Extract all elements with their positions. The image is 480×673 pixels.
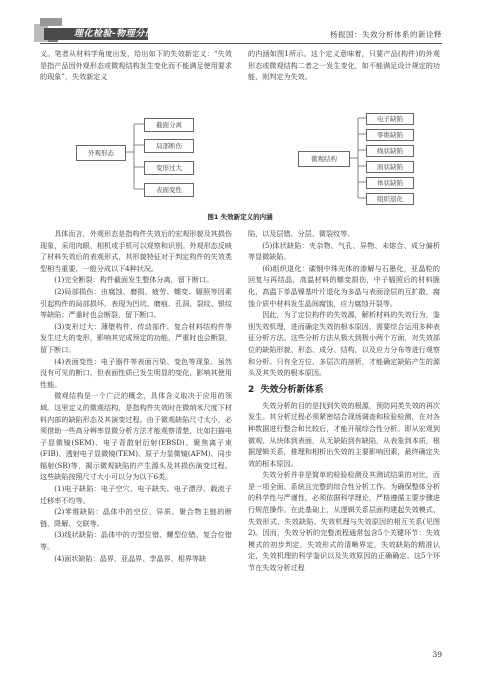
journal-title: 理化检验-物理分册 (74, 29, 155, 39)
paragraph: 的内涵如图1所示。这个定义意味着，只要产品(构件)的外观形态或微观结构二者之一发生变化，如不能满足设计规定的功能，则判定为失效。 (248, 49, 440, 82)
paragraph: (2)零维缺陷：晶体中的空位、异质、聚合物主链的断链、降解、交联等。 (40, 507, 232, 528)
right-item-box: 组织退化 (366, 193, 414, 205)
right-group-box: 微观结构 (298, 151, 350, 167)
paragraph: 义。笔者从材料学角度出发，给出如下的失效新定义：“失效是指产品因外观形态或微观结构发生变化而不能满足使用要求的现象”，失效新定义 (40, 49, 232, 82)
paragraph: (4)面状缺陷：晶界、亚晶界、孪晶界、相界等缺 (54, 553, 207, 563)
page-number: 39 (432, 650, 442, 659)
left-item-box: 变形过大 (144, 161, 194, 175)
paragraph: (5)体状缺陷：夹杂物、气孔、异物、未熔合、成分偏析等显微缺陷。 (248, 240, 440, 262)
right-column-body (248, 228, 440, 574)
paragraph: (1)电子缺陷：电子空穴、电子缺失、电子漂浮、载流子迁移率不均等。 (40, 484, 232, 505)
paragraph: (1)完全断裂：构件截面发生整体分离，留下断口。 (54, 275, 214, 285)
right-item-box: 电子缺陷 (366, 113, 414, 125)
left-column-body (40, 228, 232, 564)
paragraph: (3)变形过大：薄壁构件、传动部件、复合材料结构件等发生过大的变形，影响其完成预定的功能，严重时也会断裂，留下断口。 (40, 321, 232, 354)
paragraph: 微观结构是一个广泛的概念，具体含义取决于应用的领域。这里定义的微观结构，是指构件失效时在微纳米尺度下材料内部的缺陷形态及其演变过程。由于微观缺陷尺寸太小，必须借助一些高分辨率显微分析方法才能观察清楚，比如扫描电子显微镜(SEM)、电子背散射衍射(EBSD)、聚焦离子束(FIB)、透射电子显微镜(TEM)、原子力显微镜(AFM)、同步辐射(SR)等，揭示微观缺陷的产生源头及其损伤演变过程。这些缺陷按照尺寸大小可以分为以下6类。 (40, 391, 232, 482)
paragraph: 失效分析的目的是找到失效的根源，预防同类失效的再次发生。其分析过程必须紧密结合现场调查和检验检测，在对各种数据进行整合和比较后，才能开展综合性分析。即从宏观到微观、从块体到表面，从无缺陷到有缺陷，从表象到本质，根据逻辑关系，推理和相析出失效的主要影响因素，最终确定失效的根本原因。 (248, 400, 440, 468)
right-item-box: 线状缺陷 (366, 145, 414, 157)
paragraph: 具体而言，外观形态是指构件失效后的宏观形貌及其损伤现象，采用肉眼、相机或手机可以观察和识别。外观形态反映了材料失效后的表观形式，其形貌特征对于判定构件的失效类型相当重要，一般分成以下4种状况。 (40, 229, 232, 273)
right-item-box: 体状缺陷 (366, 177, 414, 189)
paragraph: (6)组织退化：碳钢中珠光体的渗解与石墨化，亚晶粒的回复与再结晶，高温材料的蠕变损伤，中子辐照后的材料脆化，高温下单晶镍基叶片退化为多晶与表面涂层的互扩散，腐蚀介质中材料发生晶间腐蚀，应力腐蚀开裂等。 (248, 263, 440, 308)
header-rule (40, 43, 442, 44)
left-item-box: 截面分离 (144, 118, 194, 132)
left-item-box: 表面变性 (144, 183, 194, 197)
section-heading (248, 383, 440, 397)
running-header (0, 0, 480, 46)
paragraph: 因此，为了定位构件的失效源，解析材料的失效行为，鉴别失效机理，进而确定失效的根本原因，需要综合运用多种表征分析方法。这些分析方法从极大到极小两个方面，对失效部位的缺陷形貌、形态、成分、结构，以及应力分布等进行观察和分析。只有全方位、多层次的剖析，才能确定缺陷产生的源头及其失效的根本原因。 (248, 310, 440, 378)
figure-caption: 图1 失效新定义的内涵 (207, 213, 273, 221)
running-title: 杨振国：失效分析体系的新诠释 (330, 30, 442, 39)
figure-1 (40, 110, 440, 222)
section-title: 失效分析新体系 (260, 384, 324, 395)
paragraph: 失效分析并非是简单的检验检测及其测试结果的对比，而是一项全面、系统且完整的综合性分析工作。为确保整体分析的科学性与严谨性，必须依据科学理论，严格遵循主要步骤进行规范操作。在此基础上，从逻辑关系层面构建起失效模式、失效形式、失效缺陷、失效机理与失效原因的相互关系(见图2)。因而，失效分析的完整流程通常包含5个关键环节：失效模式的初步判定，失效形式的清晰界定，失效缺陷的精准认定，失效机理的科学鉴识以及失效原因的正确确定。这5个环节在失效分析过程 (248, 470, 440, 573)
left-column-top (40, 48, 232, 83)
paragraph: (2)局部损伤：由腐蚀、磨损、疲劳、蠕变、辐照等因素引起构件的局部损坏，表现为凹坑、磨痕、孔洞、裂纹、银纹等缺陷；严重时也会断裂，留下断口。 (40, 286, 232, 320)
paragraph: 陷，以及层错、分层、微裂纹等。 (248, 229, 355, 238)
right-item-box: 面状缺陷 (366, 161, 414, 173)
left-item-box: 局部断伤 (144, 139, 194, 153)
paragraph: (3)线状缺陷：晶体中的刃型位错、螺型位错、复合位错等。 (40, 530, 232, 552)
left-group-box: 外观形态 (76, 145, 126, 161)
paragraph: (4)表面变性：电子器件等表面污染、变色等现象。虽然没有可见的断口，但表面性质已发生明显的变化，影响其使用性能。 (40, 356, 232, 389)
right-column-top (248, 48, 440, 83)
section-number: 2 (248, 384, 255, 395)
right-item-box: 零维缺陷 (366, 129, 414, 141)
